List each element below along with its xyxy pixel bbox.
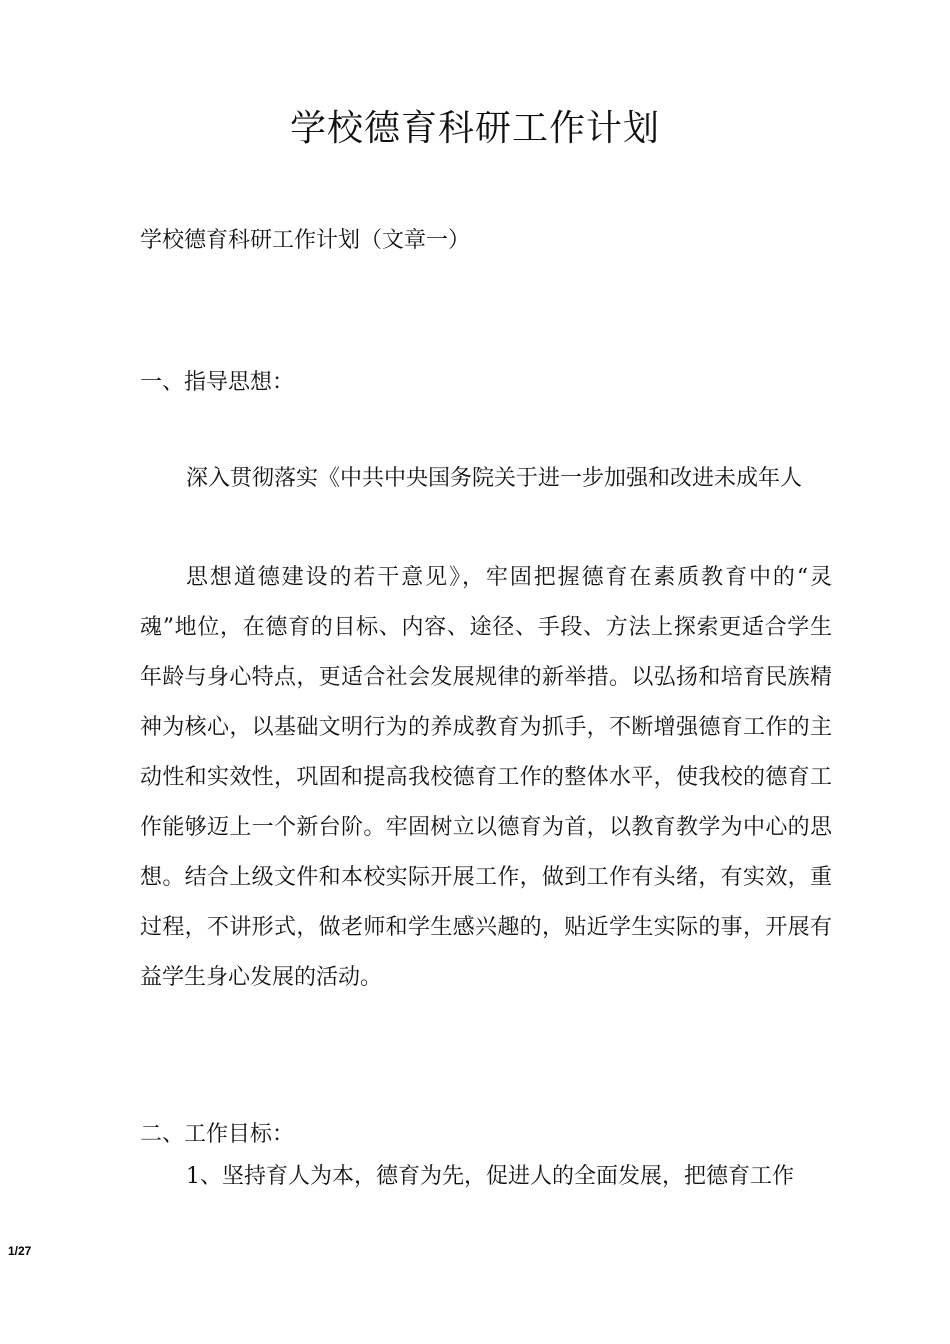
section-1-heading: 一、指导思想： — [140, 370, 295, 395]
document-title: 学校德育科研工作计划 — [289, 108, 660, 149]
section-2-heading: 二、工作目标： — [140, 1122, 295, 1147]
section-2-item-1: 1、坚持育人为本，德育为先，促进人的全面发展，把德育工作 — [186, 1164, 794, 1189]
page-number: 1/27 — [8, 1244, 32, 1258]
section-1-first-line: 深入贯彻落实《中共中央国务院关于进一步加强和改进未成年人 — [186, 466, 803, 491]
section-1-paragraph: 思想道德建设的若干意见》，牢固把握德育在素质教育中的“灵魂”地位，在德育的目标、内容、途径、手段、方法上探索更适合学生年龄与身心特点，更适合社会发展规律的新举措。以弘扬和培育民族精神为核心，以基础文明行为的养成教育为抓手，不断增强德育工作的主动性和实效性，巩固和提高我校德育工作的整体水平，使我校的德育工作能够迈上一个新台阶。牢固树立以德育为首，以教育教学为中心的思想。结合上级文件和本校实际开展工作，做到工作有头绪，有实效，重过程，不讲形式，做老师和学生感兴趣的，贴近学生实际的事，开展有益学生身心发展的活动。 — [140, 565, 832, 990]
document-subtitle: 学校德育科研工作计划（文章一） — [140, 228, 471, 253]
